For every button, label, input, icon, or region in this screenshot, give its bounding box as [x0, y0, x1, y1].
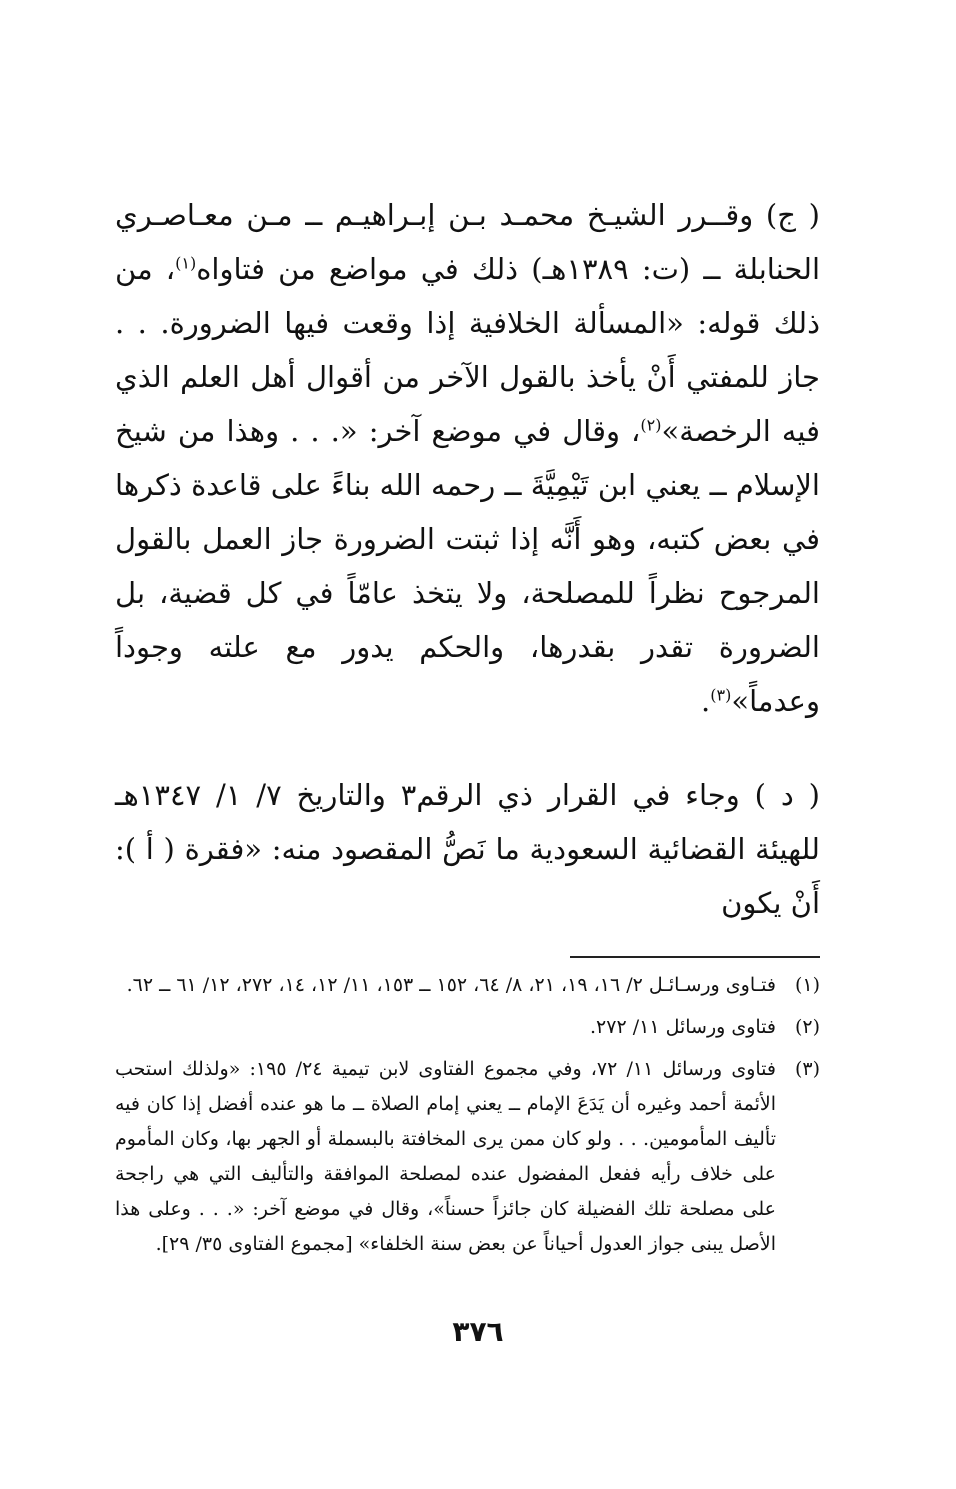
paragraph-c-text-2: ، من ذلك قوله: «المسألة الخلافية إذا وقعت فيها الضرورة. . . جاز للمفتي أَنْ يأخذ بالقول الآخر من أقوال أهل العلم الذي فيه الرخصة» [115, 252, 820, 448]
footnote-divider [570, 956, 820, 958]
footnote-number: (٣) [794, 1058, 820, 1080]
footnote-text: فتاوى ورسائل ١١/ ٧٢، وفي مجموع الفتاوى لابن تيمية ٢٤/ ١٩٥: «ولذلك استحب الأئمة أحمد وغيره أن يَدَعَ الإمام ــ يعني إمام الصلاة ــ ما هو عنده أفضل إذا كان فيه تأليف المأمومين. . . ولو كان ممن يرى المخافتة بالبسملة أو الجهر بها، وكان المأموم على خلاف رأيه ففعل المفضول عنده لمصلحة الموافقة والتأليف التي هي راجحة على مصلحة تلك الفضيلة كان جائزاً حسناً»، وقال في موضع آخر: «. . . وعلى هذا الأصل يبنى جواز العدول أحياناً عن بعض سنة الخلفاء» [مجموع الفتاوى ٣٥/ ٢٩]. [115, 1058, 776, 1255]
page-number: ٣٧٦ [452, 1315, 504, 1348]
footnote-3 [115, 1052, 820, 1262]
footnote-ref-2[interactable]: (٢) [640, 415, 662, 435]
paragraph-d [115, 768, 820, 930]
footnote-ref-3[interactable]: (٣) [710, 685, 732, 705]
paragraph-c-text-3: ، وقال في موضع آخر: «. . . وهذا من شيخ الإسلام ــ يعني ابن تَيْمِيَّةَ ــ رحمه الله بناءً على قاعدة ذكرها في بعض كتبه، وهو أَنَّه إذا ثبتت الضرورة جاز العمل بالقول المرجوح نظراً للمصلحة، ولا يتخذ عامّاً في كل قضية، بل الضرورة تقدر بقدرها، والحكم يدور مع علته وجوداً وعدماً» [115, 414, 820, 718]
paragraph-c-text-1: ( ج) وقــرر الشيـخ محمـد بـن إبـراهيـم ــ مـن معـاصـري الحنابلة ــ (ت: ١٣٨٩هـ) ذلك في مواضع من فتاواه [115, 198, 820, 286]
page-body [115, 188, 820, 1269]
paragraph-c [115, 188, 820, 728]
footnote-text: فتـاوى ورسـائـل ٢/ ١٦، ١٩، ٢١، ٨/ ٦٤، ١٥٢ ــ ١٥٣، ١١/ ١٢، ١٤، ٢٧٢، ١٢/ ٦١ ــ ٦٢. [126, 974, 776, 996]
footnote-1 [115, 968, 820, 1003]
footnotes [115, 968, 820, 1262]
footnote-2 [115, 1010, 820, 1045]
paragraph-c-end: . [701, 684, 711, 718]
footnote-ref-1[interactable]: (١) [175, 253, 197, 273]
footnote-text: فتاوى ورسائل ١١/ ٢٧٢. [589, 1016, 776, 1038]
footnote-number: (١) [794, 974, 820, 996]
paragraph-d-text: ( د ) وجاء في القرار ذي الرقم٣ والتاريخ ٧/ ١/ ١٣٤٧هـ للهيئة القضائية السعودية ما نَصُّ المقصود منه: «فقرة ( أ ): أَنْ يكون [115, 778, 820, 920]
footnote-number: (٢) [794, 1016, 820, 1038]
